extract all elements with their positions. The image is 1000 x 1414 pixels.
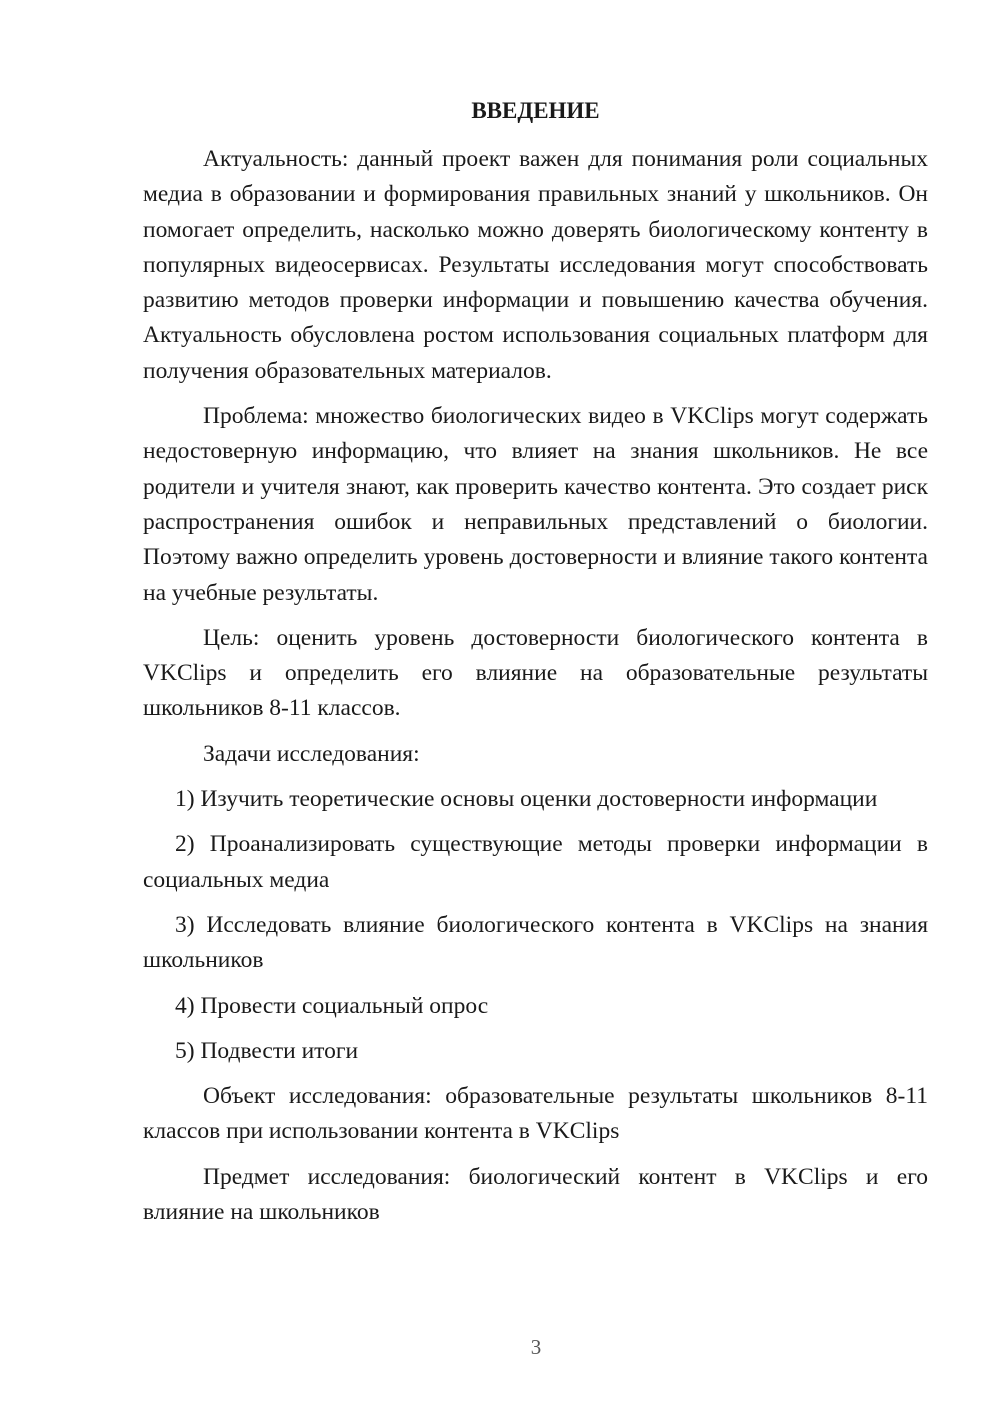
goal-paragraph: Цель: оценить уровень достоверности биологического контента в VKClips и определить его влияние на образовательные результаты школьников 8-11 классов. [143, 624, 928, 722]
research-subject-paragraph: Предмет исследования: биологический контент в VKClips и его влияние на школьников [143, 1163, 928, 1226]
tasks-heading: Задачи исследования: [203, 740, 420, 767]
relevance-paragraph: Актуальность: данный проект важен для понимания роли социальных медиа в образовании и формирования правильных знаний у школьников. Он помогает определить, насколько можно доверять биологическому контенту в популярных видеосервисах. Результаты исследования могут способствовать развитию методов проверки информации и повышению качества обучения. Актуальность обусловлена ростом использования социальных платформ для получения образовательных материалов. [143, 146, 928, 384]
task-item-1: 1) Изучить теоретические основы оценки достоверности информации [175, 786, 878, 813]
problem-paragraph: Проблема: множество биологических видео в VKClips могут содержать недостоверную информацию, что влияет на знания школьников. Не все родители и учителя знают, как проверить качество контента. Это создает риск распространения ошибок и неправильных представлений о биологии. Поэтому важно определить уровень достоверности и влияние такого контента на учебные результаты. [143, 403, 928, 606]
task-item-4: 4) Провести социальный опрос [175, 992, 489, 1019]
section-heading: ВВЕДЕНИЕ [471, 98, 600, 123]
research-object-paragraph: Объект исследования: образовательные результаты школьников 8-11 классов при использовании контента в VKClips [143, 1083, 928, 1145]
document-body [143, 142, 928, 1240]
task-item-3: 3) Исследовать влияние биологического контента в VKClips на знания школьников [143, 911, 928, 974]
page-number: 3 [530, 1335, 542, 1359]
task-item-2: 2) Проанализировать существующие методы проверки информации в социальных медиа [143, 831, 928, 893]
task-item-5: 5) Подвести итоги [175, 1037, 359, 1064]
